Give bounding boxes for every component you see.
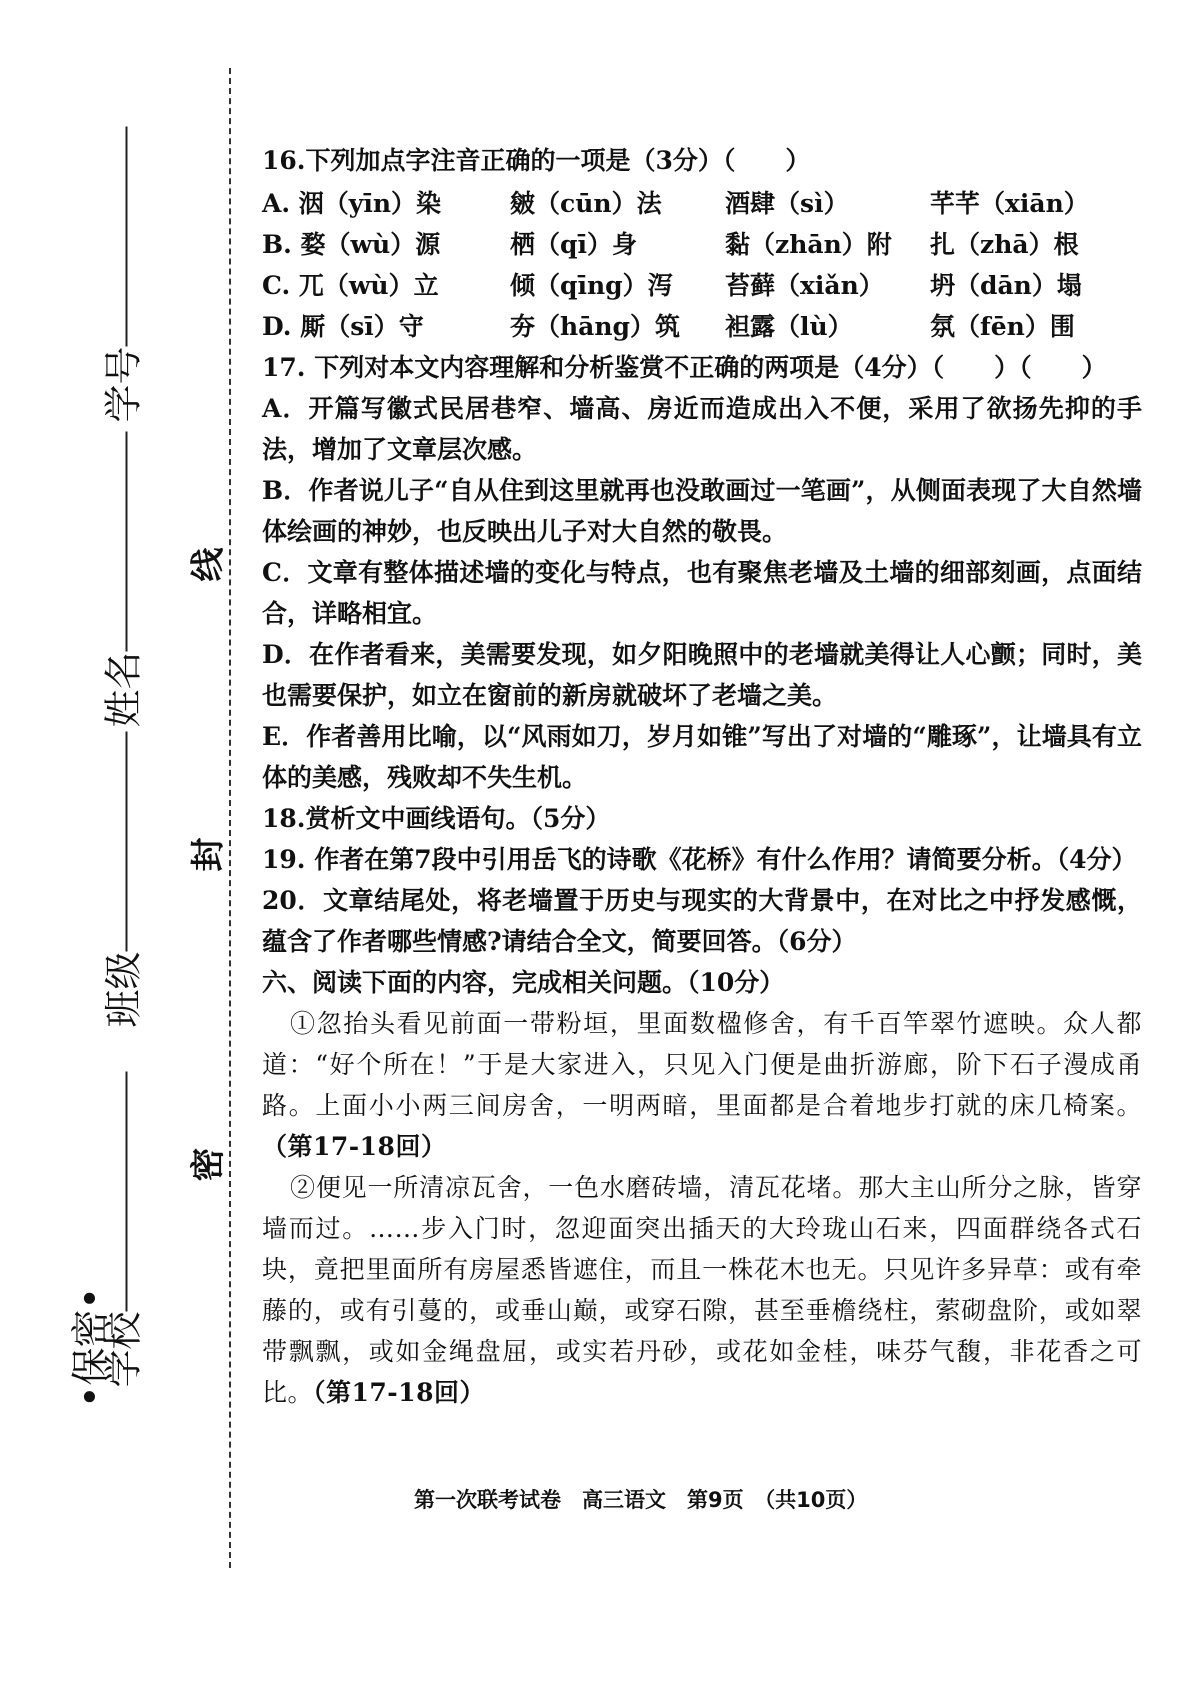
- q16-a-1: A. 洇（yīn）染: [262, 189, 442, 218]
- section6-title: 六、阅读下面的内容，完成相关问题。（10分）: [262, 968, 785, 997]
- q16-a-2: 皴（cūn）法: [510, 189, 662, 218]
- q17-option-e: E．作者善用比喻，以“风雨如刀，岁月如锥”写出了对墙的“雕琢”，让墙具有立体的美感，残败却不失生机。: [262, 722, 1142, 792]
- school-blank-line: [125, 1071, 127, 1311]
- q17-option-c: C．文章有整体描述墙的变化与特点，也有聚焦老墙及土墙的细部刻画，点面结合，详略相宜。: [262, 558, 1142, 628]
- q16-row-c: [262, 265, 1142, 306]
- q17-stem: 17. 下列对本文内容理解和分析鉴赏不正确的两项是（4分）（ ）（ ）: [262, 353, 1107, 382]
- q16-c-4: 坍（dān）塌: [930, 271, 1082, 300]
- q16-stem: 16.下列加点字注音正确的一项是（3分）（ ）: [262, 146, 811, 175]
- school-label: 学校: [101, 1311, 146, 1388]
- class-blank-line: [125, 731, 127, 951]
- q16-b-1: B. 婺（wù）源: [262, 230, 441, 259]
- seal-xian: 线: [188, 547, 229, 582]
- exam-content: [262, 140, 1142, 1413]
- page-footer: 第一次联考试卷 高三语文 第9页 （共10页）: [414, 1488, 868, 1512]
- q16-d-4: 氛（fēn）围: [930, 312, 1075, 341]
- passage-1-source: （第17-18回）: [262, 1132, 447, 1161]
- q16-a-4: 芊芊（xiān）: [930, 189, 1089, 218]
- q16-d-1: D. 厮（sī）守: [262, 312, 424, 341]
- passage-2-text: ②便见一所清凉瓦舍，一色水磨砖墙，清瓦花堵。那大主山所分之脉，皆穿墙而过。……步入门时，忽迎面突出插天的大玲珑山石来，四面群绕各式石块，竟把里面所有房屋悉皆遮住，而且一株花木也无。只见许多异草：或有牵藤的，或有引蔓的，或垂山巅，或穿石隙，甚至垂檐绕柱，萦砌盘阶，或如翠带飘飘，或如金绳盘屈，或实若丹砂，或花如金桂，味芬气馥，非花香之可比。: [262, 1173, 1142, 1407]
- student-id-blank-line: [125, 126, 127, 346]
- passage-2-source: （第17-18回）: [313, 1378, 485, 1407]
- q16-row-d: [262, 306, 1142, 347]
- q16-c-2: 倾（qīng）泻: [510, 271, 673, 300]
- q19: 19. 作者在第7段中引用岳飞的诗歌《花桥》有什么作用？请简要分析。（4分）: [262, 845, 1137, 874]
- q16-d-3: 袒露（lù）: [725, 312, 853, 341]
- q16-c-3: 苔藓（xiǎn）: [725, 271, 884, 300]
- q18: 18.赏析文中画线语句。（5分）: [262, 804, 611, 833]
- binding-dashed-line: [229, 68, 231, 1568]
- student-id-label: 学号: [101, 346, 146, 423]
- q17-option-a: A．开篇写徽式民居巷窄、墙高、房近而造成出入不便，采用了欲扬先抑的手法，增加了文章层次感。: [262, 394, 1142, 464]
- q16-b-3: 黏（zhān）附: [725, 230, 892, 259]
- class-label: 班级: [101, 951, 146, 1028]
- section6-passage-2: [262, 1167, 1142, 1413]
- class-field: [93, 708, 148, 1028]
- confidential-label: •保密•: [68, 1287, 113, 1408]
- student-id-field: [93, 103, 148, 423]
- q16-b-4: 扎（zhā）根: [930, 230, 1079, 259]
- q16-d-2: 夯（hāng）筑: [510, 312, 681, 341]
- name-label: 姓名: [101, 651, 146, 728]
- q17-option-d: D．在作者看来，美需要发现，如夕阳晚照中的老墙就美得让人心颤；同时，美也需要保护，如立在窗前的新房就破坏了老墙之美。: [262, 640, 1142, 710]
- school-field: [93, 1028, 148, 1388]
- q20: 20．文章结尾处，将老墙置于历史与现实的大背景中，在对比之中抒发感慨，蕴含了作者哪些情感?请结合全文，简要回答。（6分）: [262, 886, 1142, 956]
- seal-feng: 封: [188, 837, 229, 872]
- section6-passage-1: [262, 1003, 1142, 1167]
- q16-b-2: 栖（qī）身: [510, 230, 637, 259]
- name-field: [93, 408, 148, 728]
- q16-row-a: [262, 183, 1142, 224]
- name-blank-line: [125, 431, 127, 651]
- q16-a-3: 酒肆（sì）: [725, 189, 849, 218]
- q16-row-b: [262, 224, 1142, 265]
- seal-mi: 密: [188, 1147, 229, 1182]
- passage-1-text: ①忽抬头看见前面一带粉垣，里面数楹修舍，有千百竿翠竹遮映。众人都道：“好个所在！”于是大家进入，只见入门便是曲折游廊，阶下石子漫成甬路。上面小小两三间房舍，一明两暗，里面都是合着地步打就的床几椅案。: [262, 1009, 1142, 1120]
- q16-c-1: C. 兀（wù）立: [262, 271, 439, 300]
- q17-option-b: B．作者说儿子“自从住到这里就再也没敢画过一笔画”，从侧面表现了大自然墙体绘画的神妙，也反映出儿子对大自然的敬畏。: [262, 476, 1142, 546]
